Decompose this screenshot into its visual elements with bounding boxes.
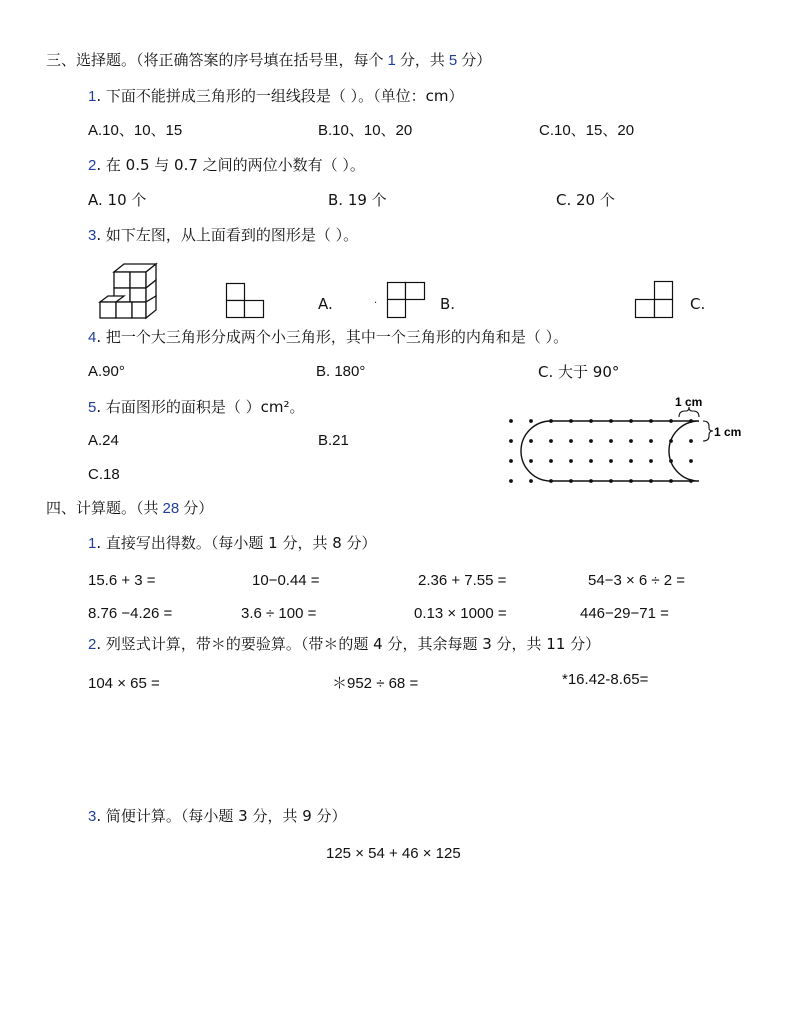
q3-dot: ·: [374, 298, 378, 309]
s4-q1-stem: [88, 533, 377, 554]
unit-label-right: 1 cm: [714, 425, 742, 439]
grid-dot: [529, 419, 533, 423]
vertical-calc-item: *16.42-8.65=: [562, 671, 649, 688]
grid-dot: [689, 459, 693, 463]
grid-dot: [549, 439, 553, 443]
cube-stack-figure: [98, 262, 160, 320]
q2-option-a: A. 10 个: [88, 191, 147, 209]
q5-option-c: C.18: [88, 466, 120, 483]
s4-q2-text: . 列竖式计算，带＊的要验算。（带＊的题 4 分，其余每题 3 分，共 11 分）: [96, 635, 601, 653]
q1-option-a: A.10、10、15: [88, 122, 183, 139]
q5-text: . 右面图形的面积是（ ）cm²。: [96, 398, 305, 416]
s4-q3-stem: [88, 806, 347, 827]
q4-option-a: A.90°: [88, 363, 125, 380]
q1-text: . 下面不能拼成三角形的一组线段是（ ）。（单位：cm）: [96, 87, 464, 105]
dot-grid-figure: [500, 392, 750, 492]
calc-item: 54−3 × 6 ÷ 2 =: [588, 572, 686, 589]
calc-item: 3.6 ÷ 100 =: [241, 605, 317, 622]
vertical-calc-item: ＊952 ÷ 68 =: [332, 675, 419, 692]
section4-heading: [46, 498, 213, 519]
grid-dot: [649, 459, 653, 463]
q3-stem: [88, 225, 358, 246]
grid-dot: [529, 459, 533, 463]
q1-number: 1: [88, 88, 97, 105]
grid-dot: [509, 439, 513, 443]
section4-heading-end: 分）: [183, 499, 214, 517]
calc-item: 15.6 + 3 =: [88, 572, 156, 589]
s4-q1-number: 1: [88, 535, 97, 552]
q2-number: 2: [88, 157, 97, 174]
q4-option-c: C. 大于 90°: [538, 363, 620, 381]
calc-item: 10−0.44 =: [252, 572, 320, 589]
grid-dot: [569, 439, 573, 443]
q3-shape-c: [635, 281, 675, 319]
grid-dot: [569, 459, 573, 463]
section3-heading-end: 分）: [461, 51, 492, 69]
q3-shape-a: [226, 283, 266, 319]
section3-heading-points: 1: [387, 52, 396, 69]
s4-q2-number: 2: [88, 636, 97, 653]
q5-stem: [88, 397, 305, 418]
s4-q3-number: 3: [88, 808, 97, 825]
section4-heading-text: 四、计算题。（共: [46, 499, 159, 517]
s4-q1-text: . 直接写出得数。（每小题 1 分，共 8 分）: [96, 534, 377, 552]
unit-label-top: 1 cm: [675, 395, 703, 409]
section3-heading-text: 三、选择题。（将正确答案的序号填在括号里，每个: [46, 51, 384, 69]
q2-option-c: C. 20 个: [556, 191, 615, 209]
grid-dot: [509, 479, 513, 483]
grid-dot: [589, 459, 593, 463]
grid-dot: [509, 419, 513, 423]
q4-number: 4: [88, 329, 97, 346]
q5-number: 5: [88, 399, 97, 416]
simplify-calc-item: 125 × 54 + 46 × 125: [326, 845, 461, 862]
grid-dot: [609, 459, 613, 463]
grid-dot: [649, 439, 653, 443]
q4-stem: [88, 327, 568, 348]
q2-stem: [88, 155, 365, 176]
s4-q2-stem: [88, 634, 600, 655]
section4-heading-total: 28: [162, 500, 180, 517]
grid-dot: [589, 439, 593, 443]
vertical-calc-item: 104 × 65 =: [88, 675, 160, 692]
q2-option-b: B. 19 个: [328, 191, 387, 209]
q3-option-b: B.: [440, 295, 456, 313]
grid-dot: [529, 479, 533, 483]
grid-dot: [549, 459, 553, 463]
grid-dot: [509, 459, 513, 463]
q1-option-b: B.10、10、20: [318, 122, 413, 139]
q5-option-b: B.21: [318, 432, 349, 449]
calc-item: 446−29−71 =: [580, 605, 669, 622]
section3-heading: [46, 50, 491, 71]
q1-option-c: C.10、15、20: [539, 122, 635, 139]
q3-option-c: C.: [690, 295, 706, 313]
section3-heading-total: 5: [448, 52, 458, 69]
calc-item: 0.13 × 1000 =: [414, 605, 507, 622]
calc-item: 2.36 + 7.55 =: [418, 572, 507, 589]
q3-option-a: A.: [318, 295, 333, 313]
q4-option-b: B. 180°: [316, 363, 366, 380]
q2-text: . 在 0.5 与 0.7 之间的两位小数有（ ）。: [96, 156, 365, 174]
q3-shape-b: [387, 282, 427, 320]
grid-dot: [529, 439, 533, 443]
grid-dot: [689, 439, 693, 443]
calc-item: 8.76 −4.26 =: [88, 605, 173, 622]
grid-dot: [629, 439, 633, 443]
q3-text: . 如下左图，从上面看到的图形是（ ）。: [96, 226, 359, 244]
q5-option-a: A.24: [88, 432, 119, 449]
q4-text: . 把一个大三角形分成两个小三角形，其中一个三角形的内角和是（ ）。: [96, 328, 569, 346]
grid-dot: [609, 439, 613, 443]
q3-number: 3: [88, 227, 97, 244]
s4-q3-text: . 简便计算。（每小题 3 分，共 9 分）: [96, 807, 347, 825]
section3-heading-mid: 分，共: [399, 51, 445, 69]
q1-stem: [88, 86, 464, 107]
grid-dot: [629, 459, 633, 463]
